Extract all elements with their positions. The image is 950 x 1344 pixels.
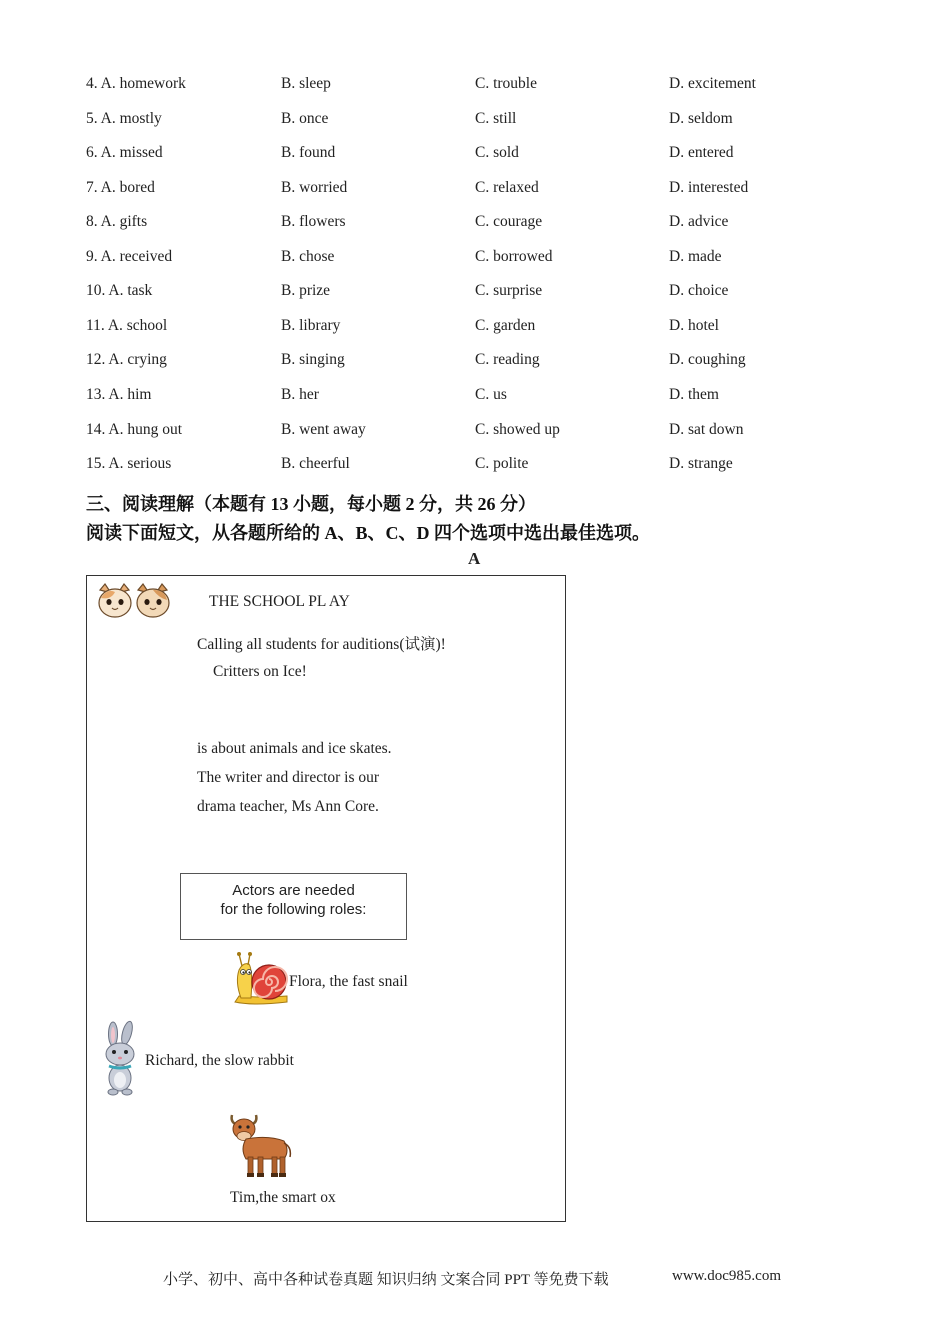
option-d: D. made	[669, 248, 722, 265]
footer-text: 小学、初中、高中各种试卷真题 知识归纳 文案合同 PPT 等免费下载	[163, 1272, 609, 1288]
roles-box-line-1: Actors are needed	[232, 882, 355, 899]
option-c: C. sold	[475, 144, 519, 161]
option-c: C. borrowed	[475, 248, 553, 265]
option-c: C. us	[475, 386, 507, 403]
option-c: C. garden	[475, 317, 536, 334]
role-tim: Tim,the smart ox	[230, 1189, 336, 1206]
option-b: B. worried	[281, 179, 348, 196]
poster-title: THE SCHOOL PL AY	[209, 593, 350, 610]
option-d: D. coughing	[669, 351, 746, 368]
rabbit-icon	[99, 1022, 145, 1096]
poster-play-name: Critters on Ice!	[213, 663, 307, 680]
question-row	[0, 455, 950, 479]
option-b: B. went away	[281, 421, 366, 438]
option-a: 8. A. gifts	[86, 213, 148, 230]
option-a: 5. A. mostly	[86, 110, 162, 127]
option-b: B. her	[281, 386, 319, 403]
option-a: 11. A. school	[86, 317, 168, 334]
option-a: 4. A. homework	[86, 75, 186, 92]
snail-icon	[233, 952, 289, 1008]
ox-icon	[228, 1109, 294, 1179]
option-b: B. library	[281, 317, 341, 334]
option-a: 10. A. task	[86, 282, 153, 299]
option-b: B. flowers	[281, 213, 346, 230]
option-c: C. still	[475, 110, 517, 127]
option-b: B. sleep	[281, 75, 331, 92]
role-richard: Richard, the slow rabbit	[145, 1052, 294, 1069]
question-row	[0, 213, 950, 237]
question-row	[0, 421, 950, 445]
option-a: 13. A. him	[86, 386, 152, 403]
option-a: 15. A. serious	[86, 455, 172, 472]
question-row	[0, 179, 950, 203]
role-flora: Flora, the fast snail	[289, 973, 408, 990]
poster-desc-3: drama teacher, Ms Ann Core.	[197, 798, 379, 815]
option-d: D. excitement	[669, 75, 756, 92]
option-d: D. entered	[669, 144, 734, 161]
option-a: 9. A. received	[86, 248, 173, 265]
option-d: D. choice	[669, 282, 729, 299]
section-title: 三、阅读理解（本题有 13 小题，每小题 2 分，共 26 分）	[86, 494, 536, 514]
cat-face-left	[99, 584, 131, 617]
option-b: B. once	[281, 110, 329, 127]
option-d: D. them	[669, 386, 719, 403]
option-c: C. trouble	[475, 75, 537, 92]
footer-link[interactable]: www.doc985.com	[672, 1268, 782, 1284]
option-d: D. seldom	[669, 110, 733, 127]
option-b: B. found	[281, 144, 336, 161]
cat-face-right	[137, 584, 169, 617]
option-a: 12. A. crying	[86, 351, 167, 368]
option-d: D. strange	[669, 455, 733, 472]
option-c: C. showed up	[475, 421, 560, 438]
roles-box-line-2: for the following roles:	[220, 901, 367, 918]
option-d: D. sat down	[669, 421, 744, 438]
question-row	[0, 144, 950, 168]
option-c: C. courage	[475, 213, 543, 230]
school-play-poster	[86, 575, 566, 1222]
option-c: C. surprise	[475, 282, 543, 299]
option-b: B. cheerful	[281, 455, 350, 472]
section-instruction: 阅读下面短文，从各题所给的 A、B、C、D 四个选项中选出最佳选项。	[86, 523, 650, 543]
option-b: B. chose	[281, 248, 335, 265]
question-row	[0, 351, 950, 375]
question-row	[0, 248, 950, 272]
roles-box	[180, 873, 407, 940]
option-a: 14. A. hung out	[86, 421, 183, 438]
question-row	[0, 386, 950, 410]
poster-desc-1: is about animals and ice skates.	[197, 740, 392, 757]
option-a: 6. A. missed	[86, 144, 163, 161]
option-c: C. polite	[475, 455, 529, 472]
option-a: 7. A. bored	[86, 179, 155, 196]
question-row	[0, 75, 950, 99]
option-d: D. advice	[669, 213, 729, 230]
option-b: B. prize	[281, 282, 331, 299]
poster-desc-2: The writer and director is our	[197, 769, 380, 786]
option-c: C. relaxed	[475, 179, 539, 196]
option-c: C. reading	[475, 351, 540, 368]
option-d: D. interested	[669, 179, 749, 196]
question-row	[0, 317, 950, 341]
option-b: B. singing	[281, 351, 345, 368]
question-row	[0, 282, 950, 306]
question-row	[0, 110, 950, 134]
option-d: D. hotel	[669, 317, 719, 334]
poster-calling: Calling all students for auditions(试演)!	[197, 636, 446, 653]
cat-face-icon	[97, 584, 173, 618]
passage-letter: A	[468, 549, 481, 568]
